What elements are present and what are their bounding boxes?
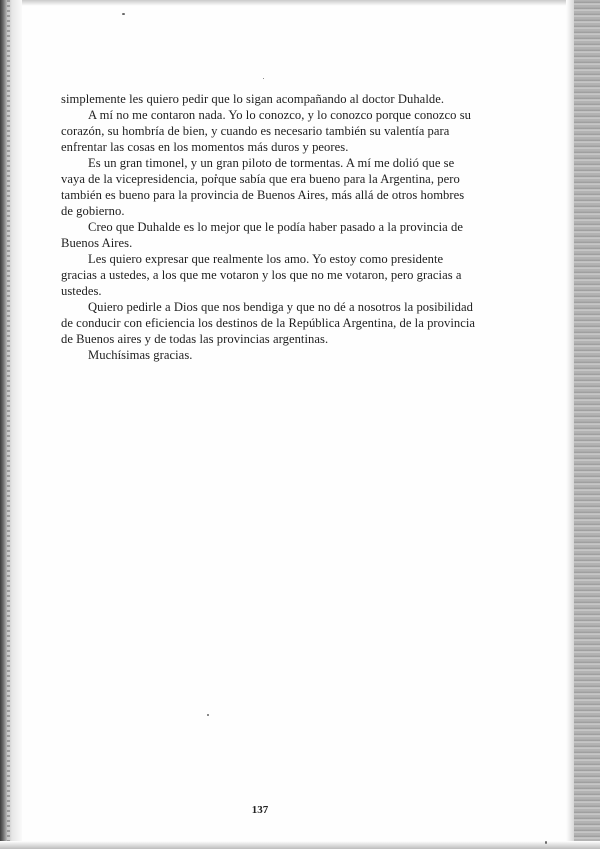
paragraph: Es un gran timonel, y un gran piloto de tormentas. A mí me dolió que se vaya de la vicepresidencia, porque sabía que era bueno para la Argentina, pero también es bueno para la provincia de Buenos Aires, más allá de otros hombres de gobierno. — [61, 156, 465, 218]
paragraph: Les quiero expresar que realmente los amo. Yo estoy como presidente gracias a ustedes, a los que me votaron y los que no me votaron, pero gracias a ustedes. — [61, 252, 462, 298]
paragraph-closing: Muchísimas gracias. — [88, 348, 193, 362]
scan-speck — [122, 13, 125, 15]
scan-right-edge — [574, 0, 600, 849]
scan-top-edge — [0, 0, 600, 6]
scan-speck — [545, 841, 547, 844]
scan-bottom-edge — [0, 841, 600, 849]
scan-binding-edge — [0, 0, 22, 849]
scan-speck — [207, 714, 209, 716]
paragraph: Creo que Duhalde es lo mejor que le podía haber pasado a la provincia de Buenos Aires. — [61, 220, 463, 250]
scan-binding-strip — [7, 0, 10, 849]
body-text — [61, 91, 476, 363]
paragraph: A mí no me contaron nada. Yo lo conozco, y lo conozco porque conozco su corazón, su hombría de bien, y cuando es necesario también su valentía para enfrentar las cosas en los momentos más duros y peores. — [61, 108, 472, 154]
scan-speck — [263, 78, 264, 79]
scan-right-shade — [566, 0, 574, 849]
paragraph: Quiero pedirle a Dios que nos bendiga y que no dé a nosotros la posibilidad de conducir con eficiencia los destinos de la República Argentina, de la provincia de Buenos aires y de todas las provincias argentinas. — [61, 300, 476, 346]
paragraph-continued: simplemente les quiero pedir que lo sigan acompañando al doctor Duhalde. — [61, 92, 445, 106]
page-number: 137 — [251, 804, 269, 816]
